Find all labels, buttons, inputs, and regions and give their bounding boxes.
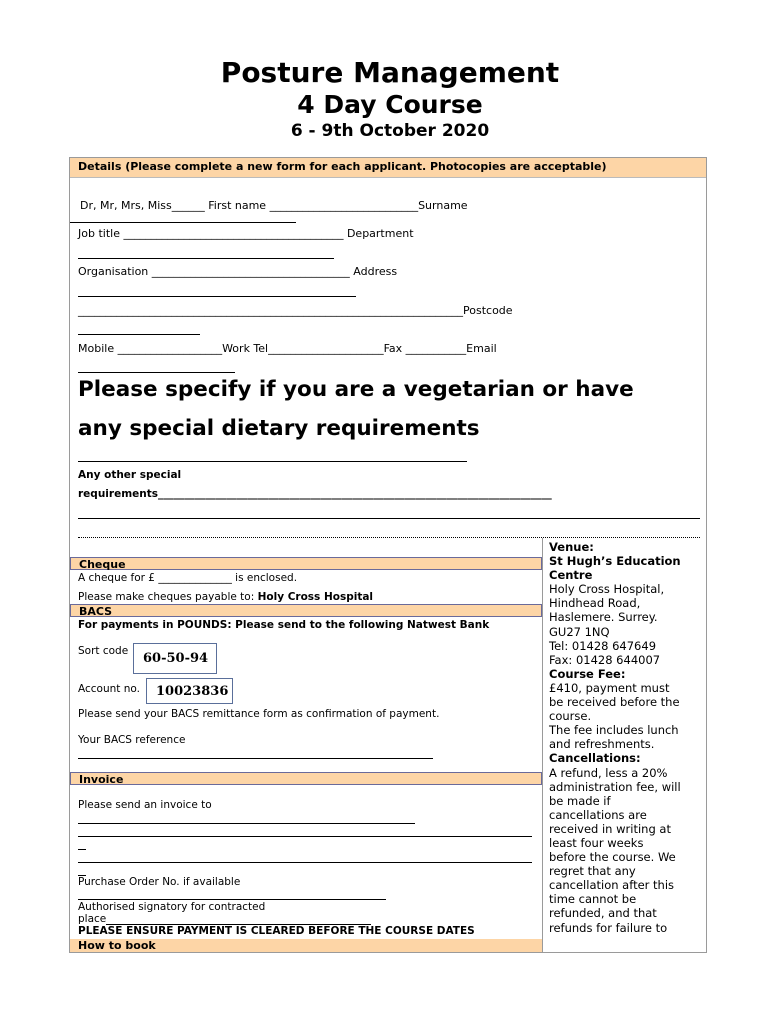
department-line (78, 258, 334, 259)
how-to-book-header: How to book (70, 939, 542, 952)
cancellation-line: regret that any (549, 864, 636, 879)
signatory-label: Authorised signatory for contracted (78, 901, 266, 913)
postcode-continuation (78, 334, 200, 335)
account-no-box: 10023836 (146, 678, 233, 704)
fee-line: and refreshments. (549, 737, 655, 752)
other-requirements-line[interactable]: requirements___________________________________________________________________________ (78, 488, 552, 500)
cheque-header: Cheque (70, 557, 542, 570)
cancellation-line: administration fee, will (549, 779, 681, 794)
venue-name-line-1: St Hugh’s Education (549, 554, 681, 569)
other-requirements-line-2[interactable] (78, 518, 700, 519)
other-requirements-line-3 (78, 537, 700, 538)
payable-label: Please make cheques payable to: (78, 591, 258, 603)
cancellation-line: A refund, less a 20% (549, 765, 668, 780)
cancellation-line: refunded, and that (549, 906, 657, 921)
venue-tel: Tel: 01428 647649 (549, 638, 657, 653)
course-dates: 6 - 9th October 2020 (290, 121, 490, 141)
page-subtitle: 4 Day Course (297, 90, 483, 119)
invoice-line-3[interactable] (78, 862, 532, 863)
venue-fax: Fax: 01428 644007 (549, 652, 661, 667)
fee-line: course. (549, 709, 592, 724)
bacs-header: BACS (70, 604, 542, 617)
cancellation-line: cancellations are (549, 807, 647, 822)
purchase-order-label: Purchase Order No. if available (78, 876, 241, 888)
cancellation-line: before the course. We (549, 850, 676, 865)
venue-name-line-2: Centre (549, 568, 593, 583)
other-requirements-label: Any other special (78, 469, 182, 481)
venue-address-line: Haslemere. Surrey. (549, 610, 658, 625)
invoice-header: Invoice (70, 772, 542, 785)
cancellation-line: be made if (549, 793, 611, 808)
invoice-line-1[interactable] (78, 823, 415, 824)
cancellation-line: cancellation after this (549, 878, 675, 893)
dietary-answer-line[interactable] (78, 461, 467, 462)
account-no-label: Account no. (78, 683, 140, 695)
cancellation-line: received in writing at (549, 821, 671, 836)
cancellation-line: time cannot be (549, 892, 637, 907)
bacs-reference-label: Your BACS reference (78, 734, 186, 746)
fee-line: The fee includes lunch (549, 723, 679, 738)
fee-line: £410, payment must (549, 680, 670, 695)
purchase-order-line[interactable] (78, 899, 386, 900)
column-divider (542, 538, 543, 952)
organisation-line[interactable]: Organisation ____________________________________ Address (78, 265, 398, 278)
remittance-note: Please send your BACS remittance form as confirmation of payment. (78, 708, 440, 720)
contact-line[interactable]: Mobile ___________________Work Tel_____________________Fax ___________Email (78, 342, 497, 355)
address-line-1 (78, 296, 356, 297)
dietary-question-line-1: Please specify if you are a vegetarian or have (78, 377, 634, 402)
invoice-label: Please send an invoice to (78, 799, 212, 811)
fee-heading: Course Fee: (549, 666, 626, 681)
cheque-payable-line (78, 591, 373, 603)
payable-to: Holy Cross Hospital (257, 591, 374, 603)
venue-panel (549, 540, 709, 935)
page-title: Posture Management (220, 56, 560, 89)
signatory-place-label: place (78, 913, 107, 925)
cancellation-line: least four weeks (549, 835, 644, 850)
payment-warning: PLEASE ENSURE PAYMENT IS CLEARED BEFORE THE COURSE DATES (78, 925, 475, 937)
name-line[interactable]: Dr, Mr, Mrs, Miss______ First name ___________________________Surname (80, 199, 468, 212)
cancellation-line: refunds for failure to (549, 920, 668, 935)
cheque-amount-line[interactable]: A cheque for £ ______________ is enclosed. (78, 572, 298, 584)
dietary-question-line-2: any special dietary requirements (78, 416, 480, 441)
venue-heading: Venue: (549, 540, 594, 554)
job-title-line[interactable]: Job title ________________________________________ Department (78, 227, 414, 240)
venue-address-line: Hindhead Road, (549, 596, 641, 611)
name-line-continuation (70, 222, 296, 223)
invoice-line-2[interactable] (78, 836, 532, 837)
bacs-instruction: For payments in POUNDS: Please send to the following Natwest Bank (78, 619, 490, 631)
bacs-reference-line[interactable] (78, 758, 433, 759)
details-header: Details (Please complete a new form for each applicant. Photocopies are acceptable) (70, 158, 706, 178)
fee-line: be received before the (549, 695, 680, 710)
sort-code-box: 60-50-94 (133, 643, 217, 674)
venue-address-line: GU27 1NQ (549, 624, 610, 639)
cancellations-heading: Cancellations: (549, 751, 641, 766)
sort-code-label: Sort code (78, 645, 129, 657)
venue-address-line: Holy Cross Hospital, (549, 582, 665, 597)
postcode-line[interactable]: ______________________________________________________________________Postcode (78, 304, 513, 317)
invoice-line-2-tail (78, 849, 86, 850)
email-continuation (78, 372, 235, 373)
